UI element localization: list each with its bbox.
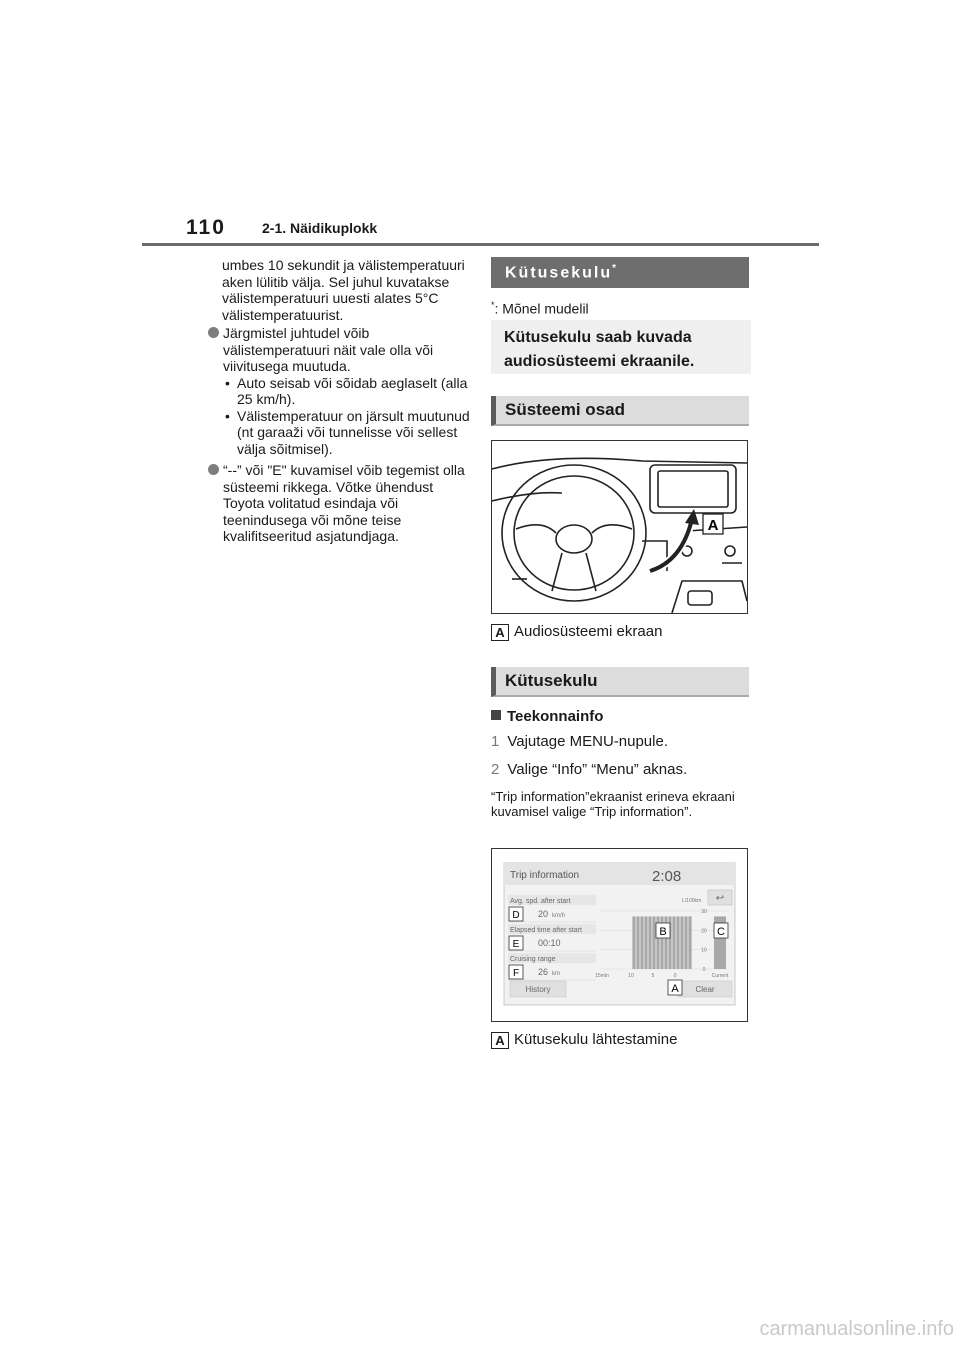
- row-callout-label: E: [512, 939, 520, 950]
- section-title: 2-1. Näidikuplokk: [262, 220, 378, 236]
- history-bar: [676, 916, 679, 969]
- subheading-text: Süsteemi osad: [505, 400, 625, 419]
- row-value: 20: [538, 909, 549, 919]
- trip-info-screen-figure: [491, 848, 748, 1022]
- y-tick-label: 20: [701, 928, 707, 935]
- watermark-text: carmanualsonline.info: [759, 1318, 954, 1340]
- trip-note: “Trip information”ekraanist erineva ekraani kuvamisel valige “Trip information”.: [491, 789, 735, 819]
- callout-c-label: C: [717, 926, 725, 938]
- heading-text: Kütusekulu: [505, 264, 613, 282]
- subheading-system-parts: [491, 396, 749, 426]
- model-note: [491, 300, 589, 317]
- row-label: Elapsed time after start: [510, 927, 582, 934]
- row-unit: km: [552, 971, 560, 977]
- step-text: Vajutage MENU-nupule.: [507, 733, 668, 750]
- row-unit: km/h: [552, 913, 566, 919]
- caption-text: Audiosüsteemi ekraan: [514, 623, 663, 640]
- history-bar: [688, 916, 691, 969]
- row-callout-label: D: [512, 910, 520, 921]
- history-bar: [648, 916, 651, 969]
- step-text: Valige “Info” “Menu” aknas.: [507, 761, 688, 778]
- x-tick-label: 15min: [595, 973, 609, 979]
- bullet-dot-icon: [208, 464, 219, 475]
- callout-b-label: B: [659, 926, 667, 938]
- step-number: 2: [491, 761, 500, 778]
- screen-title: Trip information: [510, 870, 580, 881]
- y-tick-label: 10: [701, 947, 707, 954]
- y-tick-label: 0: [702, 967, 706, 973]
- history-bar: [636, 916, 639, 969]
- intro-box: [491, 320, 751, 374]
- history-bar: [640, 916, 643, 969]
- bullet-text: Järgmistel juhtudel võib välistemperatuuri näit vale olla või viivitusega muutuda.: [223, 325, 434, 374]
- history-bar: [652, 916, 655, 969]
- step-item: [491, 761, 687, 778]
- car-interior-image: [492, 441, 747, 613]
- bullet-item: [208, 462, 473, 545]
- x-tick-label: 0: [673, 973, 677, 979]
- row-label: Cruising range: [510, 956, 556, 963]
- caption-label: A: [491, 624, 509, 641]
- chart-unit: L/100km: [682, 898, 702, 904]
- history-bar: [632, 916, 635, 969]
- history-bar: [672, 916, 675, 969]
- row-value: 26: [538, 967, 549, 977]
- dashboard-illustration: [491, 440, 748, 614]
- trip-info-screen: [492, 849, 747, 1021]
- square-bullet-icon: [491, 710, 501, 720]
- page-number: 110: [186, 216, 226, 239]
- bullet-item: [208, 325, 473, 457]
- subheading-text: Kütusekulu: [505, 671, 598, 690]
- bullet-dot-icon: [208, 327, 219, 338]
- back-arrow-icon: ↩: [715, 893, 725, 904]
- trip-heading-text: Teekonnainfo: [507, 708, 604, 725]
- section-heading-fuel-consumption: [491, 257, 749, 288]
- row-callout-label: F: [512, 968, 520, 979]
- x-tick-label: 5: [651, 973, 655, 979]
- step-item: [491, 733, 668, 750]
- caption-label: A: [491, 1032, 509, 1049]
- callout-a-label: A: [671, 983, 679, 995]
- y-tick-label: 30: [701, 909, 707, 915]
- step-number: 1: [491, 733, 500, 750]
- x-tick-label: Current: [711, 973, 729, 979]
- row-label: Avg. spd. after start: [510, 898, 571, 905]
- history-bar: [644, 916, 647, 969]
- sub-item: • Välistemperatuur on järsult muutunud (nt garaaži või tunnelisse või sellest välja sõitmisel).: [223, 408, 473, 458]
- trip-info-heading: [491, 708, 603, 725]
- history-button-label: History: [525, 985, 551, 994]
- x-tick-label: 10: [628, 973, 634, 979]
- header-rule: [142, 243, 819, 246]
- figure1-caption: [491, 623, 662, 641]
- history-bar: [680, 916, 683, 969]
- subheading-fuel-consumption: [491, 667, 749, 697]
- model-note-text: : Mõnel mudelil: [494, 300, 589, 317]
- history-bar: [684, 916, 687, 969]
- bullet-text: “--” või "E" kuvamisel võib tegemist olla süsteemi rikkega. Võtke ühendust Toyota volitatud esindaja või teenindusega või mõne teise kvalifitseeritud asjatundjaga.: [223, 462, 465, 544]
- figure2-caption: [491, 1031, 677, 1049]
- intro-box-text: Kütusekulu saab kuvada audiosüsteemi ekraanile.: [504, 329, 695, 370]
- intro-paragraph: umbes 10 sekundit ja välistemperatuuri aken lülitib välja. Sel juhul kuvatakse välistemperatuuri uuesti alates 5°C välistemperatuurist.: [222, 257, 465, 323]
- clear-button-label: Clear: [695, 985, 715, 994]
- footnote-mark: *: [491, 300, 495, 310]
- callout-a-label: A: [707, 517, 719, 534]
- caption-text: Kütusekulu lähtestamine: [514, 1031, 678, 1048]
- footnote-mark: *: [612, 263, 619, 274]
- row-value: 00:10: [538, 938, 561, 948]
- screen-clock: 2:08: [652, 868, 682, 885]
- sub-item: • Auto seisab või sõidab aeglaselt (alla 25 km/h).: [223, 375, 473, 408]
